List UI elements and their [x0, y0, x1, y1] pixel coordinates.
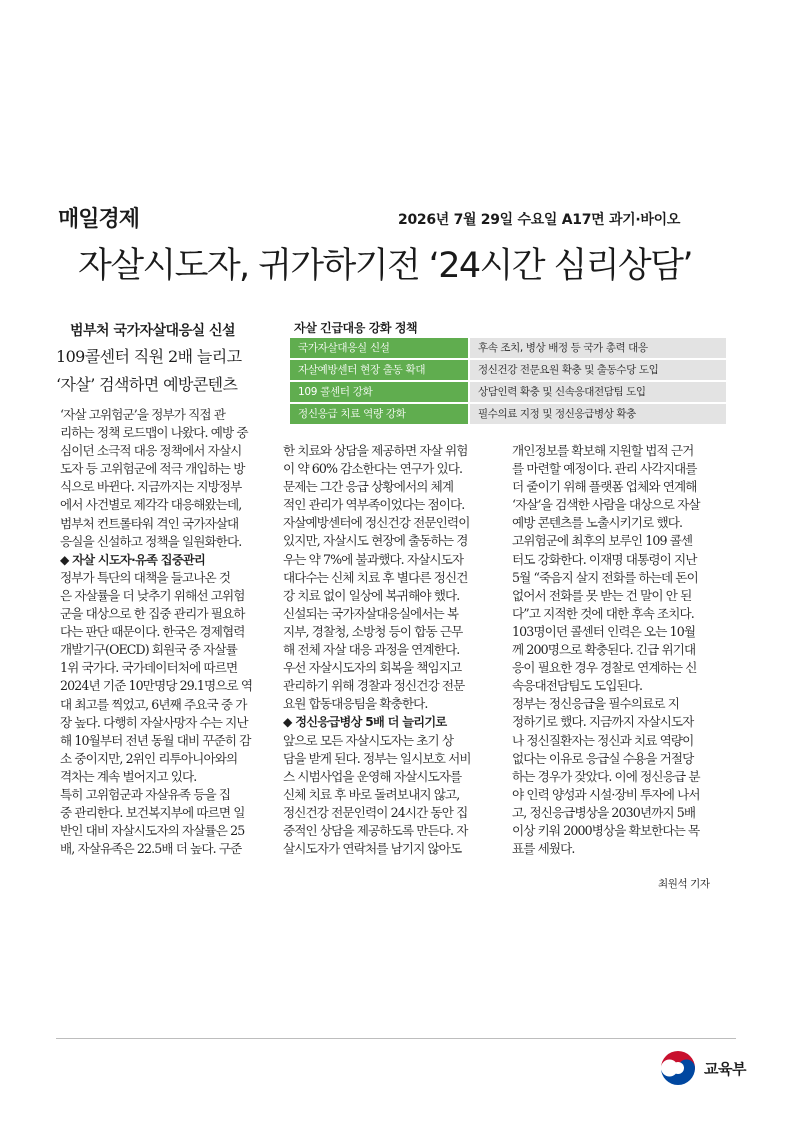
article-line: 이 약 60% 감소한다는 연구가 있다.: [283, 461, 463, 477]
article-line: 고, 정신응급병상을 2030년까지 5배: [512, 804, 696, 820]
article-line: 정신건강 전문인력이 24시간 동안 집: [283, 804, 468, 820]
article-line: 중적인 상담을 제공하도록 만든다. 자: [283, 822, 468, 838]
article-line: 지부, 경찰청, 소방청 등이 합동 근무: [283, 623, 463, 639]
article-line: 표를 세웠다.: [512, 841, 575, 857]
policy-detail: 후속 조치, 병상 배정 등 국가 총력 대응: [470, 338, 726, 358]
article-line: 은 자살률을 더 낮추기 위해선 고위험: [60, 587, 245, 603]
article-line: 개발기구(OECD) 회원국 중 자살률: [60, 642, 237, 658]
article-line: 담을 받게 된다. 정부는 일시보호 서비: [283, 750, 471, 766]
article-line: 범부처 컨트롤타워 격인 국가자살대: [60, 515, 239, 531]
byline: 최원석 기자: [658, 878, 710, 890]
article-line: 식으로 바뀐다. 지금까지는 지방정부: [60, 479, 242, 495]
article-line: 요원 합동대응팀을 확충한다.: [283, 696, 428, 712]
section-heading: ◆ 정신응급병상 5배 더 늘리기로: [283, 715, 447, 730]
article-line: 해 10월부터 전년 동월 대비 꾸준히 감: [60, 732, 251, 748]
article-line: ‘자살 고위험군’을 정부가 직접 관: [60, 407, 226, 422]
article-line: 신체 치료 후 바로 돌려보내지 않고,: [283, 786, 460, 802]
article-line: 를 마련할 예정이다. 관리 사각지대를: [512, 461, 697, 477]
article-line: 이상 키워 2000병상을 확보한다는 목: [512, 822, 700, 838]
article-line: 스 시범사업을 운영해 자살시도자를: [283, 768, 462, 784]
article-line: ‘자살’을 검색한 사람을 대상으로 자살: [512, 497, 700, 513]
article-column-2: [283, 442, 501, 858]
article-line: 반인 대비 자살시도자의 자살률은 25: [60, 823, 245, 839]
taegeuk-emblem-icon: [658, 1048, 698, 1088]
article-line: 속응대전담팀도 도입된다.: [512, 678, 643, 694]
policy-detail: 필수의료 지정 및 정신응급병상 확충: [470, 404, 726, 424]
article-line: 관리하기 위해 경찰과 정신건강 전문: [283, 678, 465, 694]
masthead: 매일경제: [58, 207, 140, 232]
article-line: 2024년 기준 10만명당 29.1명으로 역: [60, 678, 253, 694]
policy-row: [290, 338, 726, 358]
policy-name: 정신응급 치료 역량 강화: [290, 404, 468, 424]
article-line: 특히 고위험군과 자살유족 등을 집: [60, 786, 231, 802]
policy-row: [290, 382, 726, 402]
article-line: 하는 경우가 잦았다. 이에 정신응급 분: [512, 768, 700, 784]
article-line: 우는 약 7%에 불과했다. 자살시도자: [283, 551, 464, 567]
article-line: 예방 콘텐츠를 노출시키기로 했다.: [512, 515, 683, 531]
policy-row: [290, 404, 726, 424]
article-line: 더 줄이기 위해 플랫폼 업체와 연계해: [512, 479, 697, 495]
article-line: 응이 필요한 경우 경찰로 연계하는 신: [512, 660, 697, 676]
article-line: 군을 대상으로 한 집중 관리가 필요하: [60, 606, 245, 622]
subhead-2: 109콜센터 직원 2배 늘리고: [56, 347, 242, 366]
article-line: 강 치료 없이 일상에 복귀해야 했다.: [283, 587, 460, 603]
article-line: 터도 강화한다. 이재명 대통령이 지난: [512, 551, 697, 567]
article-line: 정하기로 했다. 지금까지 자살시도자: [512, 714, 694, 730]
article-line: 대 최고를 찍었고, 6년째 주요국 중 가: [60, 696, 247, 712]
subhead-3: ‘자살’ 검색하면 예방콘텐츠: [56, 375, 238, 394]
subhead-1: 범부처 국가자살대응실 신설: [70, 323, 236, 339]
article-line: 문제는 그간 응급 상황에서의 체계: [283, 479, 454, 495]
article-line: 소 중이지만, 2위인 리투아니아와의: [60, 750, 238, 766]
article-line: 심이던 소극적 대응 정책에서 자살시: [60, 443, 242, 459]
article-line: 께 200명으로 확충된다. 긴급 위기대: [512, 642, 696, 658]
article-line: 야 인력 양성과 시설·장비 투자에 나서: [512, 786, 700, 802]
article-line: 도자 등 고위험군에 적극 개입하는 방: [60, 461, 245, 477]
article-column-1: [60, 406, 272, 858]
article-line: 한 치료와 상담을 제공하면 자살 위험: [283, 443, 468, 458]
policy-table-title: 자살 긴급대응 강화 정책: [294, 321, 418, 335]
article-line: 신설되는 국가자살대응실에서는 복: [283, 605, 459, 621]
dateline: 2026년 7월 29일 수요일 A17면 과기·바이오: [398, 212, 681, 228]
article-line: 살시도자가 연락처를 남기지 않아도: [283, 841, 462, 857]
article-line: 격차는 계속 벌어지고 있다.: [60, 768, 197, 784]
article-line: 정부가 특단의 대책을 들고나온 것: [60, 569, 231, 585]
article-line: 103명이던 콜센터 인력은 오는 10월: [512, 623, 696, 639]
policy-table: [290, 338, 726, 426]
article-line: 없어서 전화를 못 받는 건 말이 안 된: [512, 587, 692, 603]
article-line: 정부는 정신응급을 필수의료로 지: [512, 696, 680, 712]
article-line: 자살예방센터에 정신건강 전문인력이: [283, 515, 470, 531]
article-line: 장 높다. 다행히 자살사망자 수는 지난: [60, 714, 248, 730]
article-line: 해 전체 자살 대응 과정을 연계한다.: [283, 642, 460, 658]
headline: 자살시도자, 귀가하기전 ‘24시간 심리상담’: [78, 246, 692, 286]
ministry-logo-text: 교육부: [704, 1060, 746, 1078]
article-line: 앞으로 모든 자살시도자는 초기 상: [283, 732, 454, 748]
policy-name: 자살예방센터 현장 출동 확대: [290, 360, 468, 380]
section-heading: ◆ 자살 시도자·유족 집중관리: [60, 552, 206, 567]
article-line: 개인정보를 확보해 지원할 법적 근거: [512, 443, 694, 458]
article-line: 고위험군에 최후의 보루인 109 콜센: [512, 533, 693, 549]
policy-detail: 상담인력 확충 및 신속응대전담팀 도입: [470, 382, 726, 402]
article-line: 우선 자살시도자의 회복을 책임지고: [283, 660, 462, 676]
article-line: 다”고 지적한 것에 대한 후속 조치다.: [512, 605, 694, 621]
article-line: 에서 사건별로 제각각 대응해왔는데,: [60, 497, 242, 513]
article-line: 적인 관리가 역부족이었다는 점이다.: [283, 497, 465, 513]
article-line: 대다수는 신체 치료 후 별다른 정신건: [283, 569, 468, 585]
article-line: 배, 자살유족은 22.5배 더 높다. 구준: [60, 841, 242, 857]
article-line: 중 관리한다. 보건복지부에 따르면 일: [60, 805, 245, 821]
policy-detail: 정신건강 전문요원 확충 및 출동수당 도입: [470, 360, 726, 380]
article-column-3: [512, 442, 732, 858]
policy-row: [290, 360, 726, 380]
article-line: 응실을 신설하고 정책을 일원화한다.: [60, 533, 242, 549]
policy-name: 국가자살대응실 신설: [290, 338, 468, 358]
footer-divider: [56, 1038, 736, 1039]
article-line: 다는 판단 때문이다. 한국은 경제협력: [60, 624, 245, 640]
policy-name: 109 콜센터 강화: [290, 382, 468, 402]
article-line: 5월 “죽음지 살지 전화를 하는데 돈이: [512, 569, 698, 585]
article-line: 있지만, 자살시도 현장에 출동하는 경: [283, 533, 468, 549]
article-line: 나 정신질환자는 정신과 치료 역량이: [512, 732, 694, 748]
article-line: 없다는 이유로 응급실 수용을 거절당: [512, 750, 694, 766]
article-line: 1위 국가다. 국가데이터처에 따르면: [60, 660, 238, 676]
article-line: 리하는 정책 로드맵이 나왔다. 예방 중: [60, 425, 248, 441]
